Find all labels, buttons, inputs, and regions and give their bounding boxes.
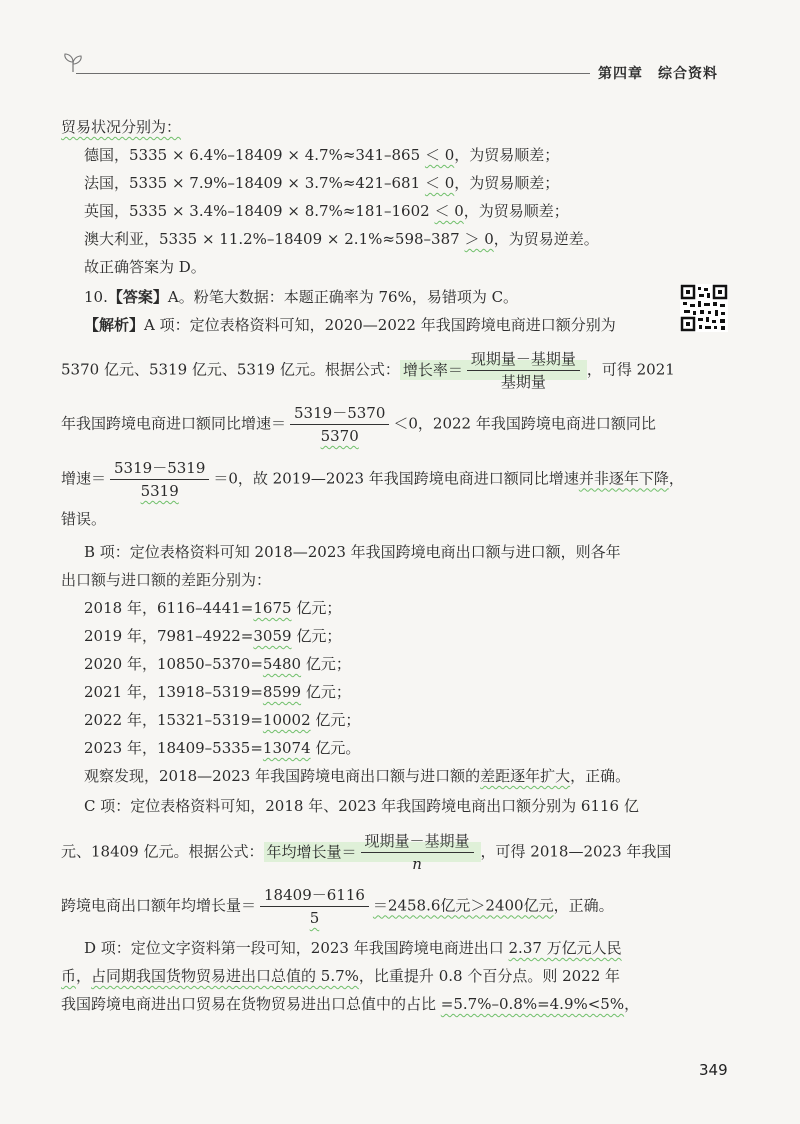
leaf-sprout-icon	[60, 52, 86, 74]
conclusion-q9: 故正确答案为 D。	[84, 258, 206, 276]
b-line2: 出口额与进口额的差距分别为：	[61, 571, 272, 589]
b-year-2022: 2022 年，15321–5319=10002 亿元；	[84, 711, 361, 729]
chapter-title: 第四章 综合资料	[598, 66, 718, 82]
b-year-2020: 2020 年，10850–5370=5480 亿元；	[84, 655, 351, 673]
trade-line-uk: 英国，5335 × 3.4%–18409 × 8.7%≈181–1602 ＜ 0，为贸易顺差；	[84, 202, 569, 220]
trade-line-australia: 澳大利亚，5335 × 11.2%–18409 × 2.1%≈598–387 ＞ 0，为贸易逆差。	[84, 230, 599, 248]
q10-analysis-line: 【解析】A 项：定位表格资料可知，2020—2022 年我国跨境电商进口额分别为	[84, 316, 616, 334]
formula-avg-increase-line: 元、18409 亿元。根据公式： 年均增长量＝ $\frac{\text{现期量－基期量}}{n}$ ，可得 2018—2023 年我国	[61, 832, 672, 873]
intro-text: 贸易状况分别为：	[61, 118, 182, 136]
d-line3: 我国跨境电商进出口贸易在货物贸易进出口总值中的占比 =5.7%–0.8%=4.9%<5%，	[61, 995, 640, 1013]
b-year-2019: 2019 年，7981–4922=3059 亿元；	[84, 627, 342, 645]
intro-line	[61, 117, 181, 137]
formula-2021-growth-line: 年我国跨境电商进口额同比增速＝ $\frac{5319-5370}{5370}$ ＜0，2022 年我国跨境电商进口额同比	[61, 404, 656, 445]
a-conclusion: 错误。	[61, 510, 107, 528]
answer-tag: 【答案】	[107, 288, 168, 306]
b-year-2018: 2018 年，6116–4441=1675 亿元；	[84, 599, 342, 617]
d-line1: D 项：定位文字资料第一段可知，2023 年我国跨境电商进出口 2.37 万亿元人民	[84, 939, 622, 957]
trade-line-germany: 德国，5335 × 6.4%–18409 × 4.7%≈341–865 ＜ 0，为贸易顺差；	[84, 146, 560, 164]
formula-growth-rate-line: 5370 亿元、5319 亿元、5319 亿元。根据公式： 增长率＝ $\frac{\text{现期量－基期量}}{\text{基期量}}$ ，可得 2021	[61, 350, 675, 391]
trade-line-france: 法国，5335 × 7.9%–18409 × 3.7%≈421–681 ＜ 0，为贸易顺差；	[84, 174, 560, 192]
header-rule	[76, 73, 590, 74]
formula-avg-increase-calc-line: 跨境电商出口额年均增长量＝ $\frac{18409-6116}{5}$ ＝2458.6亿元＞2400亿元，正确。	[61, 886, 614, 927]
b-observation: 观察发现，2018—2023 年我国跨境电商出口额与进口额的差距逐年扩大，正确。	[84, 767, 631, 785]
qr-code-icon	[680, 284, 728, 332]
analysis-tag: 【解析】	[84, 316, 145, 334]
page-number: 349	[699, 1061, 728, 1079]
d-line2: 币，占同期我国货物贸易进出口总值的 5.7%，比重提升 0.8 个百分点。则 2022 年	[61, 967, 621, 985]
avg-increase-formula: 年均增长量＝ $\frac{\text{现期量－基期量}}{n}$	[264, 842, 481, 862]
b-year-2023: 2023 年，18409–5335=13074 亿元。	[84, 739, 361, 757]
q10-answer-line: 10.【答案】A。粉笔大数据：本题正确率为 76%，易错项为 C。	[84, 288, 519, 306]
c-line1: C 项：定位表格资料可知，2018 年、2023 年我国跨境电商出口额分别为 6116 亿	[84, 797, 639, 815]
b-year-2021: 2021 年，13918–5319=8599 亿元；	[84, 683, 351, 701]
growth-rate-formula: 增长率＝ $\frac{\text{现期量－基期量}}{\text{基期量}}$	[400, 360, 587, 380]
b-line1: B 项：定位表格资料可知 2018—2023 年我国跨境电商出口额与进口额，则各年	[84, 543, 621, 561]
formula-2022-growth-line: 增速＝ $\frac{5319-5319}{5319}$ ＝0，故 2019—2023 年我国跨境电商进口额同比增速并非逐年下降，	[61, 459, 684, 500]
